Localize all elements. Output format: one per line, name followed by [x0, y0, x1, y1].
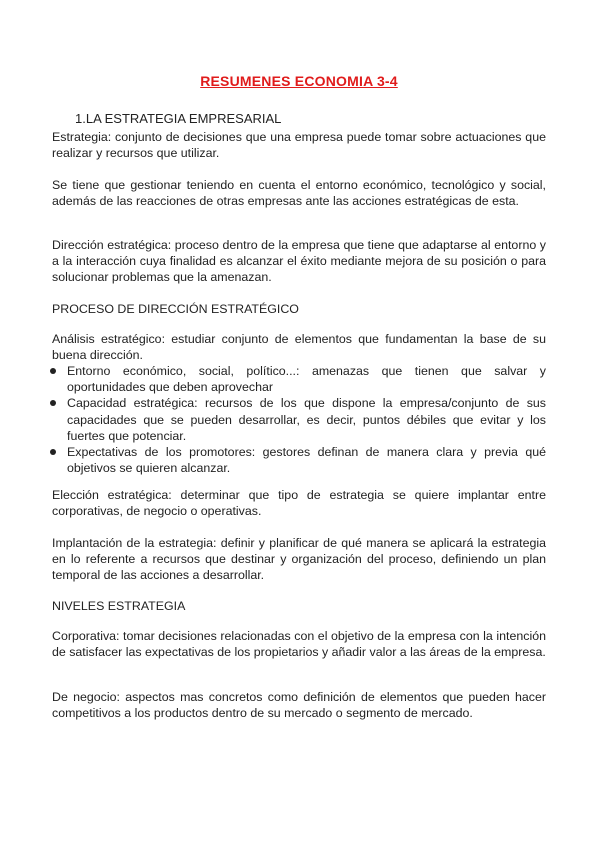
bullet-text: Expectativas de los promotores: gestores definan de manera clara y previa qué objetivos se quieren alcanzar.: [67, 445, 546, 476]
section-heading: [75, 111, 281, 126]
bullet-icon: [50, 400, 56, 406]
bullet-text: Capacidad estratégica: recursos de los que dispone la empresa/conjunto de sus capacidades que se pueden desarrollar, es decir, puntos débiles que evitar y los fuertes que potenciar.: [67, 396, 546, 443]
list-item: [52, 444, 546, 476]
heading-niveles: NIVELES ESTRATEGIA: [52, 599, 186, 613]
section-number: 1.: [75, 111, 86, 126]
section-title: LA ESTRATEGIA EMPRESARIAL: [85, 111, 282, 126]
paragraph-negocio: De negocio: aspectos mas concretos como definición de elementos que pueden hacer competitivos a los productos dentro de su mercado o segmento de mercado.: [52, 690, 546, 721]
analysis-bullet-list: [52, 363, 546, 476]
paragraph-gestion: Se tiene que gestionar teniendo en cuenta el entorno económico, tecnológico y social, además de las reacciones de otras empresas ante las acciones estratégicas de esta.: [52, 178, 546, 209]
bullet-icon: [50, 449, 56, 455]
bullet-text: Entorno económico, social, político...: amenazas que tienen que salvar y oportunidades que deben aprovechar: [67, 364, 546, 395]
document-title: RESUMENES ECONOMIA 3-4: [200, 73, 398, 89]
list-item: [52, 395, 546, 444]
paragraph-eleccion: Elección estratégica: determinar que tipo de estrategia se quiere implantar entre corporativas, de negocio o operativas.: [52, 488, 546, 519]
list-item: [52, 363, 546, 395]
bullet-icon: [50, 368, 56, 374]
paragraph-analisis: Análisis estratégico: estudiar conjunto de elementos que fundamentan la base de su buena dirección.: [52, 332, 546, 363]
paragraph-corporativa: Corporativa: tomar decisiones relacionadas con el objetivo de la empresa con la intención de satisfacer las expectativas de los propietarios y añadir valor a las áreas de la empresa.: [52, 629, 546, 660]
paragraph-implantacion: Implantación de la estrategia: definir y planificar de qué manera se aplicará la estrategia en lo referente a recursos que destinar y organización del proceso, definiendo un plan temporal de las acciones a desarrollar.: [52, 536, 546, 583]
heading-proceso: PROCESO DE DIRECCIÓN ESTRATÉGICO: [52, 302, 299, 316]
paragraph-direccion: Dirección estratégica: proceso dentro de la empresa que tiene que adaptarse al entorno y a la interacción cuya finalidad es alcanzar el éxito mediante mejora de su posición o para solucionar problemas que la amenazan.: [52, 238, 546, 285]
paragraph-estrategia: Estrategia: conjunto de decisiones que una empresa puede tomar sobre actuaciones que realizar y recursos que utilizar.: [52, 130, 546, 161]
